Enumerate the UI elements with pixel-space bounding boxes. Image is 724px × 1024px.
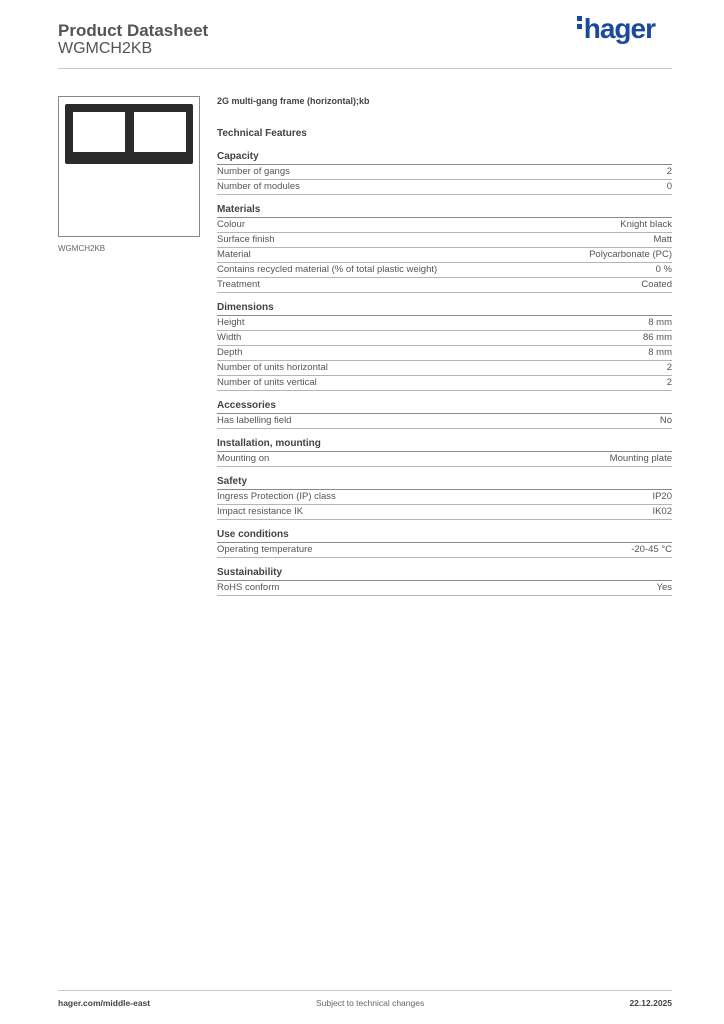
spec-label: Contains recycled material (% of total plastic weight) [217, 264, 438, 275]
spec-value: IP20 [652, 491, 672, 502]
spec-label: Surface finish [217, 234, 275, 245]
spec-value: 2 [666, 166, 672, 177]
spec-content [217, 96, 672, 605]
spec-row [217, 490, 672, 505]
spec-row [217, 278, 672, 293]
spec-label: Colour [217, 219, 245, 230]
section-title: Installation, mounting [217, 438, 672, 452]
spec-row [217, 414, 672, 429]
spec-section [217, 204, 672, 293]
section-title: Capacity [217, 151, 672, 165]
frame-window-right [134, 112, 186, 152]
hager-logo [577, 13, 655, 45]
spec-row [217, 165, 672, 180]
spec-value: -20-45 °C [631, 544, 672, 555]
spec-section [217, 567, 672, 596]
spec-label: Number of units horizontal [217, 362, 328, 373]
footer-notice: Subject to technical changes [316, 998, 425, 1008]
frame-graphic [65, 104, 193, 164]
spec-label: Operating temperature [217, 544, 313, 555]
spec-section [217, 302, 672, 391]
spec-label: Has labelling field [217, 415, 292, 426]
page-title: Product Datasheet [58, 21, 209, 40]
spec-value: 0 [666, 181, 672, 192]
spec-section [217, 438, 672, 467]
spec-row [217, 543, 672, 558]
product-image [58, 96, 200, 237]
spec-value: 0 % [655, 264, 672, 275]
spec-section [217, 151, 672, 195]
spec-label: Impact resistance IK [217, 506, 304, 517]
section-title: Dimensions [217, 302, 672, 316]
spec-value: Polycarbonate (PC) [589, 249, 672, 260]
section-title: Sustainability [217, 567, 672, 581]
section-title: Accessories [217, 400, 672, 414]
spec-section [217, 400, 672, 429]
spec-row [217, 248, 672, 263]
spec-value: 86 mm [642, 332, 672, 343]
spec-row [217, 218, 672, 233]
spec-row [217, 180, 672, 195]
spec-row [217, 263, 672, 278]
spec-value: 2 [666, 377, 672, 388]
spec-value: 2 [666, 362, 672, 373]
product-image-caption: WGMCH2KB [58, 244, 106, 253]
spec-value: No [659, 415, 672, 426]
product-name: 2G multi-gang frame (horizontal);kb [217, 96, 370, 106]
section-title: Safety [217, 476, 672, 490]
spec-value: IK02 [652, 506, 672, 517]
spec-label: Number of modules [217, 181, 300, 192]
spec-row [217, 581, 672, 596]
spec-value: Matt [653, 234, 672, 245]
footer-divider [58, 990, 672, 991]
logo-dots-icon [577, 16, 582, 32]
spec-section [217, 476, 672, 520]
spec-value: 8 mm [648, 347, 672, 358]
spec-row [217, 331, 672, 346]
spec-row [217, 346, 672, 361]
header-divider [58, 68, 672, 69]
logo-text: hager [583, 13, 655, 44]
spec-label: Ingress Protection (IP) class [217, 491, 336, 502]
spec-row [217, 361, 672, 376]
section-title: Use conditions [217, 529, 672, 543]
spec-value: Mounting plate [609, 453, 672, 464]
spec-label: RoHS conform [217, 582, 280, 593]
spec-row [217, 316, 672, 331]
footer-date: 22.12.2025 [629, 998, 672, 1008]
spec-value: Yes [656, 582, 672, 593]
footer-website[interactable]: hager.com/middle-east [58, 998, 151, 1008]
spec-label: Depth [217, 347, 243, 358]
section-title: Materials [217, 204, 672, 218]
spec-value: Knight black [620, 219, 672, 230]
spec-row [217, 376, 672, 391]
spec-row [217, 452, 672, 467]
spec-label: Number of units vertical [217, 377, 317, 388]
product-code: WGMCH2KB [58, 40, 153, 57]
technical-features-heading: Technical Features [217, 128, 307, 139]
spec-label: Mounting on [217, 453, 270, 464]
spec-label: Material [217, 249, 251, 260]
frame-window-left [73, 112, 125, 152]
spec-row [217, 505, 672, 520]
spec-label: Width [217, 332, 242, 343]
spec-section [217, 529, 672, 558]
spec-row [217, 233, 672, 248]
spec-sections [217, 151, 672, 596]
spec-label: Number of gangs [217, 166, 290, 177]
spec-label: Treatment [217, 279, 260, 290]
spec-label: Height [217, 317, 245, 328]
spec-value: Coated [641, 279, 672, 290]
spec-value: 8 mm [648, 317, 672, 328]
